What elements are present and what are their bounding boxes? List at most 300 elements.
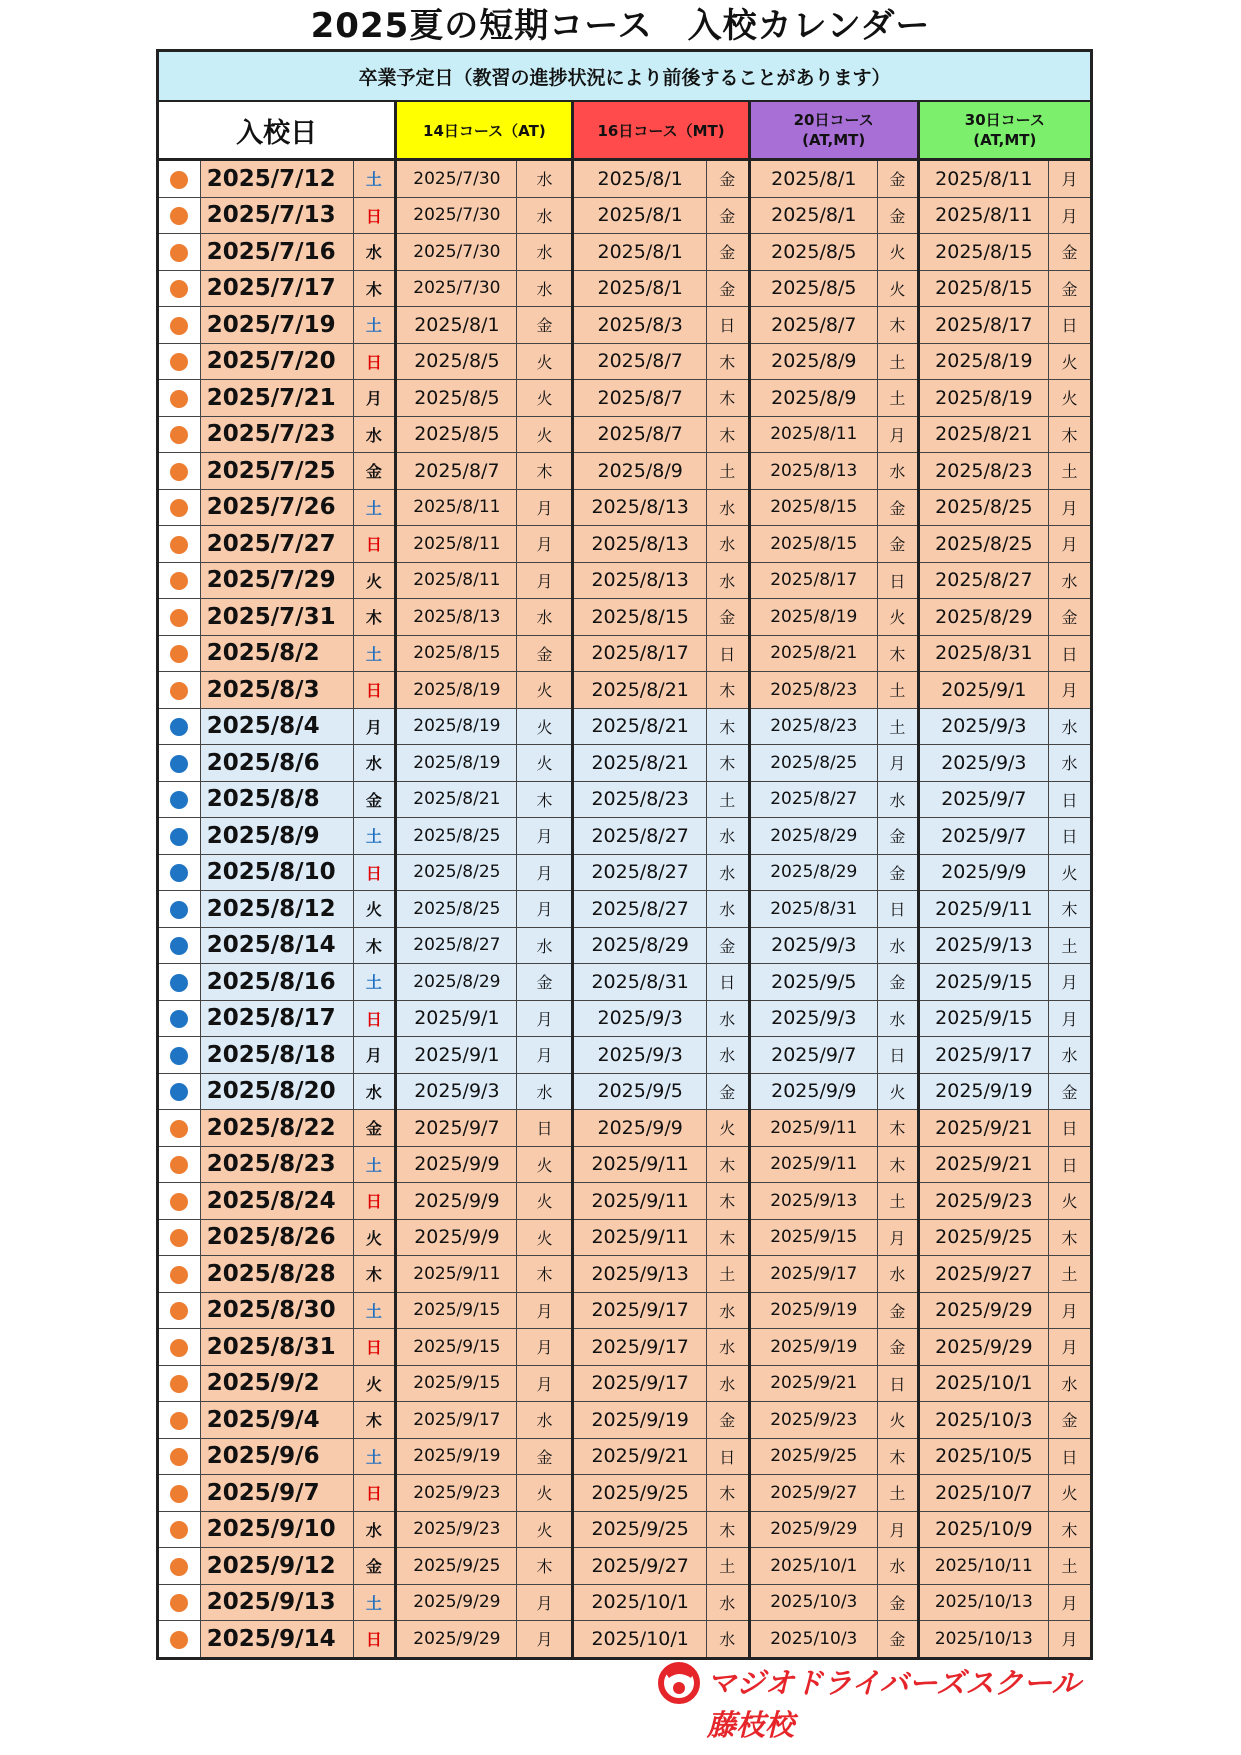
grad-weekday-20day: 水 (877, 927, 918, 964)
grad-weekday-30day: 金 (1049, 599, 1092, 636)
status-dot (158, 1256, 201, 1293)
grad-date-30day: 2025/8/19 (918, 343, 1048, 380)
grad-weekday-20day: 金 (877, 1584, 918, 1621)
grad-date-30day: 2025/9/1 (918, 672, 1048, 709)
status-dot-icon (170, 1339, 188, 1357)
entry-date: 2025/8/8 (200, 781, 353, 818)
grad-weekday-16day: 木 (706, 1511, 749, 1548)
grad-date-16day: 2025/9/21 (573, 1438, 706, 1475)
grad-weekday-20day: 火 (877, 270, 918, 307)
grad-weekday-30day: 木 (1049, 1511, 1092, 1548)
grad-weekday-20day: 木 (877, 1438, 918, 1475)
header-16day-course: 16日コース（MT) (573, 101, 749, 160)
table-row (158, 1073, 1092, 1110)
entry-weekday: 木 (353, 270, 396, 307)
grad-weekday-14day: 火 (517, 672, 573, 709)
grad-weekday-14day: 月 (517, 562, 573, 599)
header-30day-line2: (AT,MT) (973, 131, 1037, 149)
grad-weekday-16day: 土 (706, 453, 749, 490)
grad-date-30day: 2025/8/23 (918, 453, 1048, 490)
grad-weekday-14day: 月 (517, 818, 573, 855)
grad-date-16day: 2025/9/11 (573, 1146, 706, 1183)
grad-date-20day: 2025/8/9 (749, 343, 877, 380)
grad-date-20day: 2025/9/15 (749, 1219, 877, 1256)
entry-date: 2025/9/10 (200, 1511, 353, 1548)
grad-weekday-16day: 木 (706, 708, 749, 745)
grad-date-30day: 2025/10/13 (918, 1621, 1048, 1659)
status-dot (158, 160, 201, 198)
grad-weekday-20day: 火 (877, 1402, 918, 1439)
grad-weekday-20day: 水 (877, 1000, 918, 1037)
status-dot-icon (170, 1375, 188, 1393)
grad-date-14day: 2025/9/25 (396, 1548, 517, 1585)
grad-date-14day: 2025/8/5 (396, 380, 517, 417)
grad-date-20day: 2025/9/19 (749, 1292, 877, 1329)
grad-weekday-20day: 日 (877, 1365, 918, 1402)
status-dot-icon (170, 244, 188, 262)
entry-weekday: 土 (353, 489, 396, 526)
grad-weekday-30day: 土 (1049, 1548, 1092, 1585)
status-dot (158, 1438, 201, 1475)
entry-weekday: 木 (353, 927, 396, 964)
grad-date-14day: 2025/9/15 (396, 1329, 517, 1366)
grad-weekday-20day: 月 (877, 1511, 918, 1548)
grad-date-30day: 2025/10/1 (918, 1365, 1048, 1402)
grad-weekday-16day: 木 (706, 1475, 749, 1512)
header-30day-line1: 30日コース (964, 111, 1045, 129)
grad-date-30day: 2025/10/11 (918, 1548, 1048, 1585)
table-row (158, 1219, 1092, 1256)
grad-date-16day: 2025/9/17 (573, 1329, 706, 1366)
table-row (158, 964, 1092, 1001)
grad-weekday-14day: 水 (517, 1073, 573, 1110)
grad-date-20day: 2025/9/23 (749, 1402, 877, 1439)
grad-date-14day: 2025/8/25 (396, 818, 517, 855)
grad-date-16day: 2025/9/11 (573, 1183, 706, 1220)
status-dot-icon (170, 1010, 188, 1028)
table-row (158, 781, 1092, 818)
grad-weekday-30day: 土 (1049, 927, 1092, 964)
grad-date-30day: 2025/9/15 (918, 1000, 1048, 1037)
entry-weekday: 月 (353, 1037, 396, 1074)
entry-date: 2025/8/6 (200, 745, 353, 782)
table-row (158, 745, 1092, 782)
grad-date-16day: 2025/9/17 (573, 1292, 706, 1329)
entry-weekday: 土 (353, 964, 396, 1001)
grad-date-14day: 2025/8/7 (396, 453, 517, 490)
grad-weekday-30day: 木 (1049, 416, 1092, 453)
grad-weekday-14day: 火 (517, 1475, 573, 1512)
status-dot (158, 964, 201, 1001)
status-dot-icon (170, 901, 188, 919)
grad-date-14day: 2025/8/19 (396, 745, 517, 782)
entry-weekday: 土 (353, 1146, 396, 1183)
status-dot-icon (170, 1229, 188, 1247)
status-dot (158, 708, 201, 745)
grad-weekday-14day: 火 (517, 708, 573, 745)
grad-weekday-14day: 月 (517, 1329, 573, 1366)
grad-weekday-14day: 木 (517, 453, 573, 490)
grad-weekday-14day: 水 (517, 234, 573, 271)
grad-weekday-30day: 水 (1049, 708, 1092, 745)
grad-date-14day: 2025/9/9 (396, 1146, 517, 1183)
grad-date-14day: 2025/8/29 (396, 964, 517, 1001)
grad-date-16day: 2025/8/21 (573, 708, 706, 745)
table-row (158, 708, 1092, 745)
grad-date-14day: 2025/7/30 (396, 160, 517, 198)
entry-weekday: 土 (353, 307, 396, 344)
status-dot-icon (170, 1521, 188, 1539)
status-dot-icon (170, 1412, 188, 1430)
table-row (158, 416, 1092, 453)
header-20day-line2: (AT,MT) (802, 131, 866, 149)
grad-date-14day: 2025/9/9 (396, 1219, 517, 1256)
status-dot-icon (170, 536, 188, 554)
entry-date: 2025/7/20 (200, 343, 353, 380)
header-14day-course: 14日コース（AT) (396, 101, 573, 160)
entry-weekday: 日 (353, 1621, 396, 1659)
grad-date-20day: 2025/9/17 (749, 1256, 877, 1293)
grad-weekday-30day: 日 (1049, 1438, 1092, 1475)
entry-weekday: 日 (353, 1475, 396, 1512)
status-dot (158, 1402, 201, 1439)
header-20day-course (749, 101, 918, 160)
status-dot (158, 234, 201, 271)
grad-weekday-14day: 火 (517, 1219, 573, 1256)
status-dot-icon (170, 1594, 188, 1612)
status-dot (158, 1621, 201, 1659)
grad-date-16day: 2025/8/17 (573, 635, 706, 672)
grad-weekday-14day: 月 (517, 1621, 573, 1659)
entry-date: 2025/7/29 (200, 562, 353, 599)
entry-date: 2025/8/2 (200, 635, 353, 672)
entry-date: 2025/9/6 (200, 1438, 353, 1475)
grad-weekday-30day: 金 (1049, 270, 1092, 307)
table-row (158, 307, 1092, 344)
grad-weekday-30day: 土 (1049, 453, 1092, 490)
grad-date-30day: 2025/9/25 (918, 1219, 1048, 1256)
status-dot (158, 781, 201, 818)
grad-date-30day: 2025/9/29 (918, 1329, 1048, 1366)
grad-weekday-14day: 月 (517, 1037, 573, 1074)
grad-date-14day: 2025/8/21 (396, 781, 517, 818)
entry-date: 2025/8/20 (200, 1073, 353, 1110)
status-dot-icon (170, 718, 188, 736)
grad-date-16day: 2025/8/27 (573, 818, 706, 855)
grad-weekday-16day: 水 (706, 1037, 749, 1074)
status-dot (158, 1475, 201, 1512)
grad-date-30day: 2025/9/3 (918, 708, 1048, 745)
table-row (158, 1183, 1092, 1220)
grad-weekday-14day: 金 (517, 635, 573, 672)
status-dot-icon (170, 864, 188, 882)
grad-date-14day: 2025/9/19 (396, 1438, 517, 1475)
grad-weekday-20day: 木 (877, 635, 918, 672)
table-row (158, 160, 1092, 198)
table-row (158, 1146, 1092, 1183)
entry-date: 2025/8/30 (200, 1292, 353, 1329)
entry-date: 2025/8/9 (200, 818, 353, 855)
entry-date: 2025/8/24 (200, 1183, 353, 1220)
grad-weekday-20day: 土 (877, 343, 918, 380)
grad-date-14day: 2025/8/27 (396, 927, 517, 964)
grad-weekday-30day: 日 (1049, 1146, 1092, 1183)
status-dot-icon (170, 1558, 188, 1576)
status-dot-icon (170, 463, 188, 481)
status-dot (158, 818, 201, 855)
grad-weekday-20day: 金 (877, 1292, 918, 1329)
grad-date-30day: 2025/9/11 (918, 891, 1048, 928)
grad-weekday-16day: 火 (706, 1110, 749, 1147)
grad-date-14day: 2025/9/29 (396, 1621, 517, 1659)
grad-date-16day: 2025/8/15 (573, 599, 706, 636)
grad-weekday-20day: 火 (877, 1073, 918, 1110)
entry-date: 2025/9/14 (200, 1621, 353, 1659)
grad-weekday-14day: 水 (517, 270, 573, 307)
grad-weekday-16day: 水 (706, 562, 749, 599)
grad-weekday-30day: 火 (1049, 1183, 1092, 1220)
grad-date-30day: 2025/10/9 (918, 1511, 1048, 1548)
table-row (158, 672, 1092, 709)
grad-date-20day: 2025/9/11 (749, 1110, 877, 1147)
grad-weekday-14day: 木 (517, 781, 573, 818)
grad-date-16day: 2025/9/9 (573, 1110, 706, 1147)
table-row (158, 854, 1092, 891)
table-row (158, 562, 1092, 599)
grad-date-14day: 2025/8/5 (396, 343, 517, 380)
entry-weekday: 木 (353, 1256, 396, 1293)
grad-weekday-30day: 火 (1049, 343, 1092, 380)
grad-weekday-30day: 金 (1049, 1402, 1092, 1439)
grad-weekday-16day: 日 (706, 964, 749, 1001)
grad-date-16day: 2025/9/3 (573, 1037, 706, 1074)
grad-weekday-14day: 水 (517, 197, 573, 234)
entry-date: 2025/8/28 (200, 1256, 353, 1293)
grad-date-16day: 2025/8/13 (573, 526, 706, 563)
grad-weekday-16day: 日 (706, 635, 749, 672)
status-dot (158, 453, 201, 490)
grad-weekday-30day: 日 (1049, 781, 1092, 818)
grad-date-20day: 2025/9/29 (749, 1511, 877, 1548)
entry-weekday: 水 (353, 1511, 396, 1548)
grad-date-20day: 2025/8/31 (749, 891, 877, 928)
entry-weekday: 金 (353, 453, 396, 490)
grad-weekday-30day: 金 (1049, 234, 1092, 271)
entry-date: 2025/8/14 (200, 927, 353, 964)
grad-weekday-16day: 金 (706, 927, 749, 964)
header-20day-line1: 20日コース (793, 111, 874, 129)
grad-weekday-16day: 水 (706, 891, 749, 928)
grad-weekday-20day: 水 (877, 453, 918, 490)
school-logo-icon (655, 1658, 705, 1708)
status-dot-icon (170, 390, 188, 408)
status-dot (158, 1000, 201, 1037)
grad-weekday-16day: 金 (706, 234, 749, 271)
entry-weekday: 日 (353, 672, 396, 709)
entry-weekday: 日 (353, 1329, 396, 1366)
entry-date: 2025/7/17 (200, 270, 353, 307)
grad-date-30day: 2025/8/25 (918, 489, 1048, 526)
grad-date-16day: 2025/9/13 (573, 1256, 706, 1293)
status-dot-icon (170, 1302, 188, 1320)
grad-weekday-20day: 日 (877, 1037, 918, 1074)
grad-weekday-30day: 土 (1049, 1256, 1092, 1293)
grad-date-16day: 2025/8/23 (573, 781, 706, 818)
entry-weekday: 水 (353, 234, 396, 271)
entry-date: 2025/7/27 (200, 526, 353, 563)
entry-date: 2025/8/18 (200, 1037, 353, 1074)
grad-date-14day: 2025/9/1 (396, 1000, 517, 1037)
entry-date: 2025/8/3 (200, 672, 353, 709)
grad-date-30day: 2025/8/15 (918, 234, 1048, 271)
header-entry-date: 入校日 (158, 101, 396, 160)
entry-date: 2025/8/10 (200, 854, 353, 891)
grad-weekday-16day: 水 (706, 818, 749, 855)
grad-weekday-20day: 土 (877, 380, 918, 417)
entry-weekday: 火 (353, 1365, 396, 1402)
grad-weekday-30day: 水 (1049, 745, 1092, 782)
grad-date-30day: 2025/9/23 (918, 1183, 1048, 1220)
grad-weekday-20day: 金 (877, 526, 918, 563)
grad-date-30day: 2025/10/5 (918, 1438, 1048, 1475)
grad-weekday-14day: 水 (517, 927, 573, 964)
table-row (158, 1037, 1092, 1074)
grad-date-16day: 2025/8/31 (573, 964, 706, 1001)
table-row (158, 1621, 1092, 1659)
grad-date-16day: 2025/8/1 (573, 197, 706, 234)
grad-weekday-20day: 土 (877, 1475, 918, 1512)
grad-date-20day: 2025/8/25 (749, 745, 877, 782)
graduation-banner-row (158, 51, 1092, 102)
grad-weekday-20day: 木 (877, 1110, 918, 1147)
grad-weekday-16day: 金 (706, 160, 749, 198)
grad-date-16day: 2025/10/1 (573, 1584, 706, 1621)
grad-date-30day: 2025/8/31 (918, 635, 1048, 672)
entry-weekday: 土 (353, 1438, 396, 1475)
grad-weekday-16day: 金 (706, 197, 749, 234)
status-dot-icon (170, 1266, 188, 1284)
admission-calendar-table (156, 49, 1093, 1660)
grad-date-16day: 2025/8/1 (573, 160, 706, 198)
grad-date-20day: 2025/9/19 (749, 1329, 877, 1366)
status-dot (158, 489, 201, 526)
status-dot (158, 562, 201, 599)
entry-date: 2025/9/13 (200, 1584, 353, 1621)
grad-date-16day: 2025/9/25 (573, 1475, 706, 1512)
grad-date-14day: 2025/7/30 (396, 234, 517, 271)
grad-weekday-30day: 月 (1049, 489, 1092, 526)
entry-weekday: 水 (353, 416, 396, 453)
school-logo (655, 1658, 1095, 1742)
grad-weekday-20day: 金 (877, 854, 918, 891)
grad-date-30day: 2025/10/13 (918, 1584, 1048, 1621)
grad-date-20day: 2025/8/21 (749, 635, 877, 672)
table-row (158, 526, 1092, 563)
entry-date: 2025/7/13 (200, 197, 353, 234)
grad-weekday-20day: 金 (877, 818, 918, 855)
grad-date-16day: 2025/8/29 (573, 927, 706, 964)
grad-weekday-30day: 金 (1049, 1073, 1092, 1110)
grad-weekday-20day: 月 (877, 416, 918, 453)
grad-date-20day: 2025/9/13 (749, 1183, 877, 1220)
grad-date-20day: 2025/10/3 (749, 1621, 877, 1659)
table-row (158, 489, 1092, 526)
grad-date-16day: 2025/8/7 (573, 416, 706, 453)
grad-date-16day: 2025/8/21 (573, 672, 706, 709)
status-dot (158, 854, 201, 891)
grad-date-30day: 2025/8/19 (918, 380, 1048, 417)
table-row (158, 1000, 1092, 1037)
grad-weekday-30day: 火 (1049, 1475, 1092, 1512)
status-dot-icon (170, 1631, 188, 1649)
grad-weekday-16day: 金 (706, 270, 749, 307)
grad-weekday-14day: 月 (517, 1292, 573, 1329)
status-dot (158, 307, 201, 344)
page-title: 2025夏の短期コース 入校カレンダー (310, 6, 931, 46)
entry-weekday: 日 (353, 854, 396, 891)
grad-date-30day: 2025/10/3 (918, 1402, 1048, 1439)
status-dot (158, 1110, 201, 1147)
table-row (158, 1438, 1092, 1475)
entry-date: 2025/8/17 (200, 1000, 353, 1037)
grad-weekday-30day: 月 (1049, 526, 1092, 563)
status-dot-icon (170, 1448, 188, 1466)
grad-date-20day: 2025/8/15 (749, 526, 877, 563)
grad-date-16day: 2025/8/13 (573, 489, 706, 526)
grad-weekday-14day: 火 (517, 745, 573, 782)
grad-date-14day: 2025/8/19 (396, 672, 517, 709)
grad-weekday-14day: 月 (517, 1584, 573, 1621)
status-dot-icon (170, 1485, 188, 1503)
status-dot (158, 197, 201, 234)
grad-date-14day: 2025/9/15 (396, 1292, 517, 1329)
grad-weekday-14day: 金 (517, 964, 573, 1001)
grad-weekday-30day: 日 (1049, 635, 1092, 672)
grad-weekday-16day: 木 (706, 745, 749, 782)
entry-date: 2025/7/31 (200, 599, 353, 636)
entry-date: 2025/9/12 (200, 1548, 353, 1585)
grad-date-20day: 2025/9/7 (749, 1037, 877, 1074)
status-dot-icon (170, 1047, 188, 1065)
grad-weekday-16day: 土 (706, 1256, 749, 1293)
grad-date-16day: 2025/9/11 (573, 1219, 706, 1256)
entry-weekday: 土 (353, 635, 396, 672)
grad-weekday-30day: 火 (1049, 854, 1092, 891)
status-dot (158, 1146, 201, 1183)
status-dot (158, 672, 201, 709)
grad-date-16day: 2025/9/5 (573, 1073, 706, 1110)
grad-date-16day: 2025/8/7 (573, 343, 706, 380)
grad-date-14day: 2025/8/11 (396, 562, 517, 599)
grad-date-16day: 2025/8/27 (573, 854, 706, 891)
table-row (158, 1329, 1092, 1366)
grad-weekday-16day: 木 (706, 416, 749, 453)
grad-date-16day: 2025/9/27 (573, 1548, 706, 1585)
table-row (158, 1256, 1092, 1293)
grad-weekday-16day: 木 (706, 1219, 749, 1256)
grad-date-20day: 2025/8/13 (749, 453, 877, 490)
grad-date-14day: 2025/7/30 (396, 197, 517, 234)
grad-date-30day: 2025/9/7 (918, 781, 1048, 818)
table-row (158, 453, 1092, 490)
grad-weekday-14day: 月 (517, 489, 573, 526)
status-dot-icon (170, 1156, 188, 1174)
grad-weekday-16day: 日 (706, 307, 749, 344)
grad-date-20day: 2025/8/5 (749, 234, 877, 271)
grad-date-16day: 2025/9/19 (573, 1402, 706, 1439)
grad-weekday-14day: 月 (517, 891, 573, 928)
status-dot (158, 380, 201, 417)
